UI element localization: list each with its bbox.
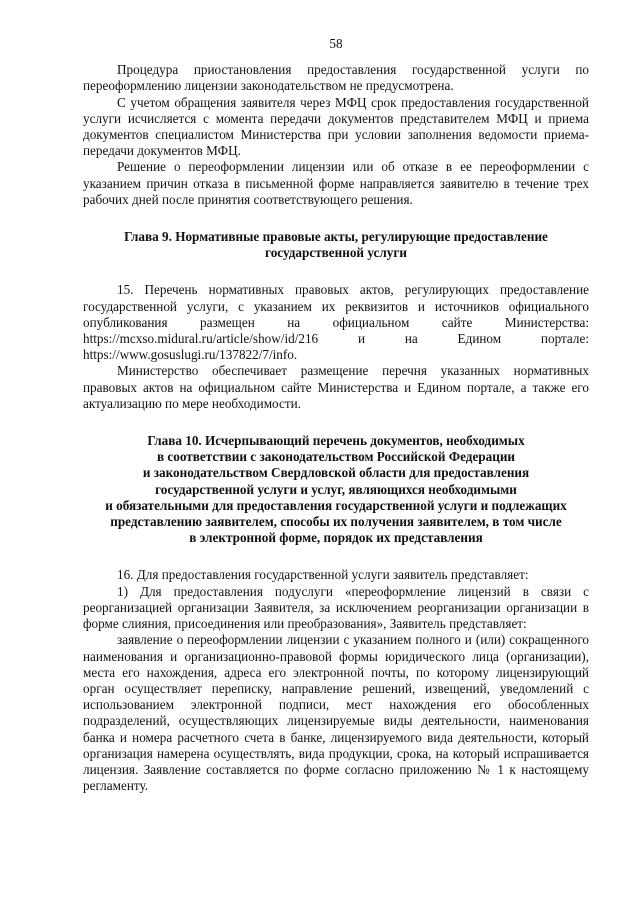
chapter-10-heading (83, 433, 589, 546)
heading-line: и законодательством Свердловской области для предоставления (142, 465, 530, 481)
heading-line: и обязательными для предоставления государственной услуги и подлежащих (105, 497, 567, 513)
heading-line: представлению заявителем, способы их получения заявителем, в том числе (110, 514, 562, 530)
heading-line: государственной услуги и услуг, являющихся необходимыми (155, 481, 517, 497)
heading-line: в электронной форме, порядок их представления (189, 530, 483, 546)
paragraph-ministry-publication: Министерство обеспечивает размещение перечня указанных нормативных правовых актов на официальном сайте Министерства и Едином портале, а также его актуализацию по мере необходимости. (83, 363, 589, 411)
paragraph-16: 16. Для предоставления государственной услуги заявитель представляет: (117, 567, 529, 583)
paragraph-decision: Решение о переоформлении лицензии или об отказе в ее переоформлении с указанием причин отказа в письменной форме направляется заявителю в течение трех рабочих дней после принятия соответствующего решения. (83, 159, 589, 207)
heading-line: государственной услуги (265, 245, 407, 261)
heading-line: Глава 9. Нормативные правовые акты, регулирующие предоставление (124, 229, 548, 245)
paragraph-16-item-1: 1) Для предоставления подуслуги «переоформление лицензий в связи с реорганизацией организации Заявителя, за исключением реорганизации организации в форме слияния, присоединения или преобразования», Заявитель представляет: (83, 583, 589, 632)
paragraph-15: 15. Перечень нормативных правовых актов, регулирующих предоставление государственной услуги, с указанием их реквизитов и источников официального опубликования размещен на официальном сайте Министерства: https://mcxso.midural.ru/article/show/id/216 и на Едином портале: https://www.gosuslugi.ru/137822/7/info. (83, 282, 589, 363)
paragraph-mfc-term: С учетом обращения заявителя через МФЦ срок предоставления государственной услуги исчисляется с момента передачи документов представителем МФЦ и приема документов специалистом Министерства при условии заполнения ведомости приема-передачи документов МФЦ. (83, 94, 589, 159)
heading-line: Глава 10. Исчерпывающий перечень документов, необходимых (147, 433, 525, 449)
paragraph-suspension: Процедура приостановления предоставления государственной услуги по переоформлению лицензии законодательством не предусмотрена. (83, 62, 589, 94)
page-number: 58 (329, 36, 343, 51)
chapter-9-heading (83, 229, 589, 261)
paragraph-application: заявление о переоформлении лицензии с указанием полного и (или) сокращенного наименования и организационно-правовой формы юридического лица (организации), места его нахождения, адреса его электронной почты, по которому лицензирующий орган осуществляет переписку, направление решений, извещений, уведомлений с использованием электронной подписи, мест нахождения его обособленных подразделений, осуществляющих лицензируемые виды деятельности, наименования банка и номера расчетного счета в банке, лицензируемого вида деятельности, который организация намерена осуществлять, вида продукции, срока, на который испрашивается лицензия. Заявление составляется по форме согласно приложению № 1 к настоящему регламенту. (83, 632, 589, 794)
heading-line: в соответствии с законодательством Российской Федерации (156, 449, 516, 465)
